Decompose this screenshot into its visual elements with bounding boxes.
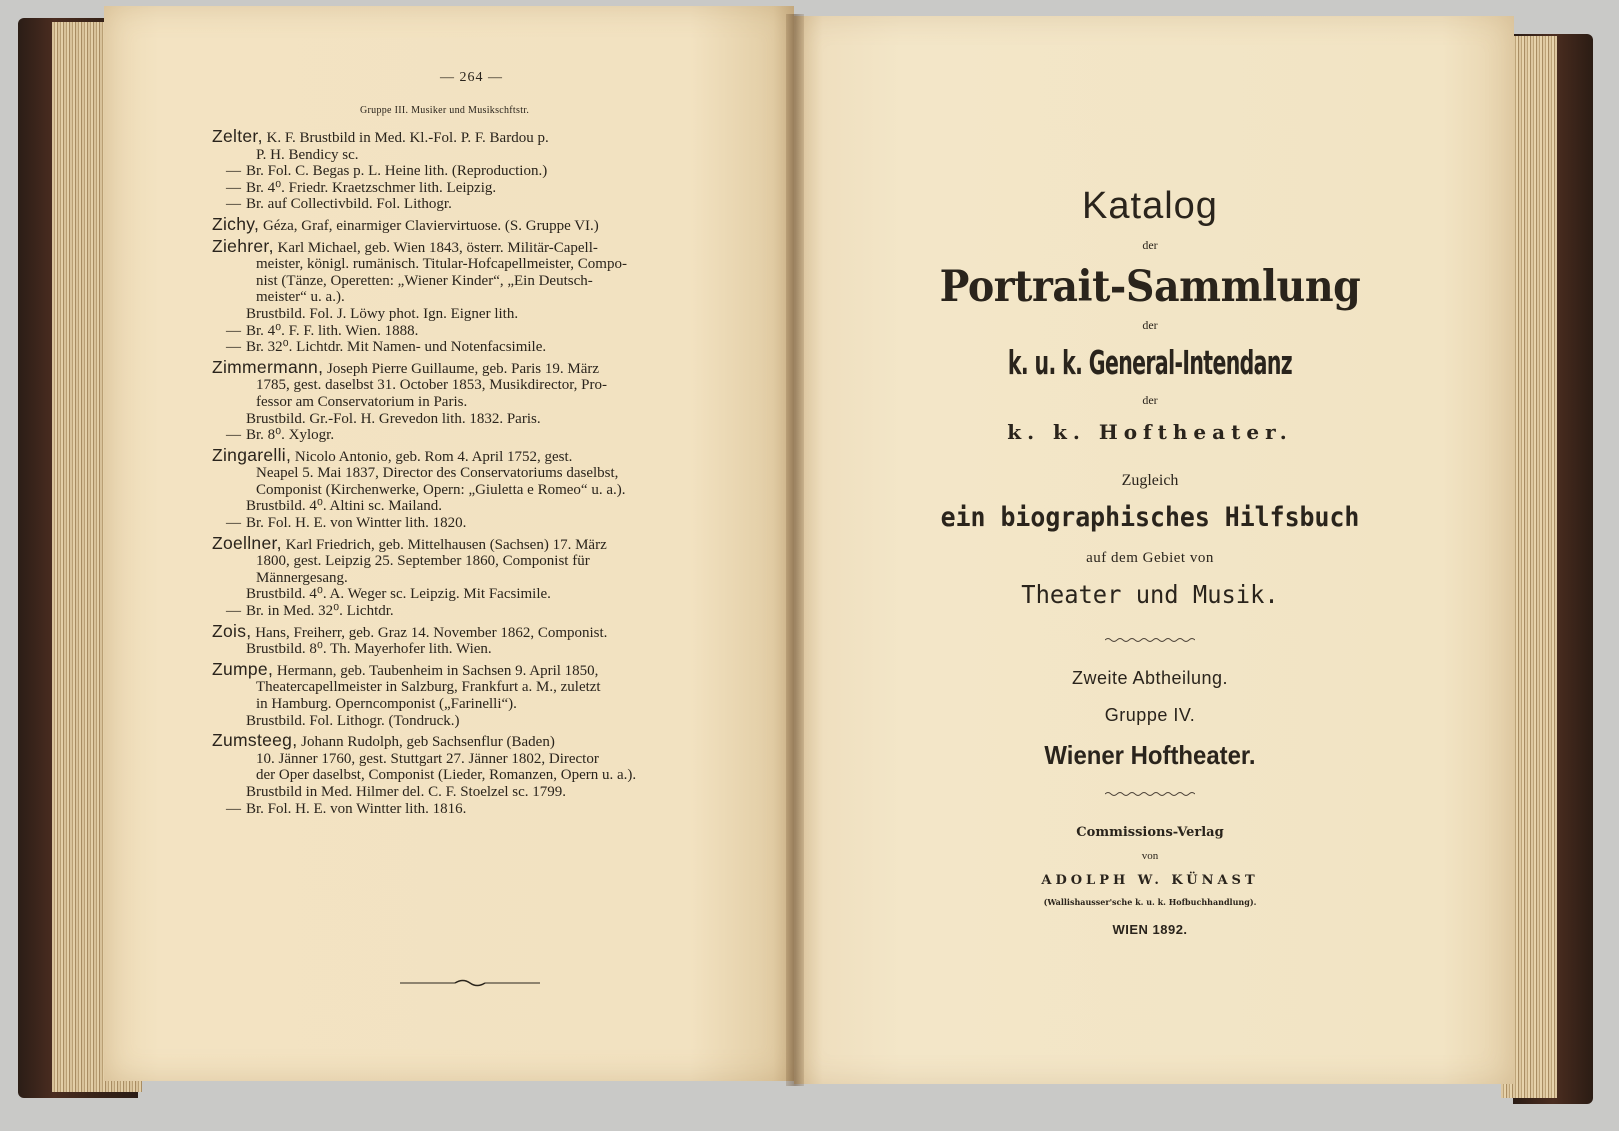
title-der-1: der (1142, 238, 1158, 252)
catalog-entry (212, 620, 732, 658)
item-text: Brustbild. Gr.-Fol. H. Grevedon lith. 1832. Paris. (246, 410, 541, 427)
item-dash: — (226, 515, 241, 532)
title-katalog: Katalog (1082, 185, 1218, 227)
item-text: Br. Fol. C. Begas p. L. Heine lith. (Reproduction.) (246, 163, 548, 180)
entry-continuation: 1800, gest. Leipzig 25. September 1860, Componist für (256, 553, 590, 570)
portrait-item (212, 801, 732, 818)
portrait-item (212, 163, 732, 180)
portrait-item (212, 641, 732, 658)
title-zugleich: Zugleich (1121, 472, 1179, 489)
item-dash: — (226, 196, 241, 213)
portrait-item (212, 498, 732, 515)
portrait-item (212, 180, 732, 197)
entry-name: Zumpe, (212, 658, 274, 679)
entry-continuation: P. H. Bendicy sc. (256, 146, 359, 163)
catalog-entries (212, 128, 732, 820)
title-portrait-sammlung: Portrait-Sammlung (939, 262, 1361, 312)
title-biographisches-hilfsbuch: ein biographisches Hilfsbuch (940, 502, 1360, 533)
item-dash: — (226, 179, 241, 196)
running-head: Gruppe III. Musiker und Musikschftstr. (360, 105, 530, 116)
entry-name: Zois, (212, 620, 252, 641)
entry-continuation: Componist (Kirchenwerke, Opern: „Giuletta e Romeo“ u. a.). (256, 481, 626, 498)
title-wiener-hoftheater: Wiener Hoftheater. (1044, 740, 1256, 770)
end-ornament (400, 978, 540, 988)
title-der-2: der (1142, 318, 1158, 332)
portrait-item (212, 427, 732, 444)
page-number: — 264 — (440, 70, 503, 85)
entry-continuation: Neapel 5. Mai 1837, Director des Conservatoriums daselbst, (256, 465, 619, 482)
entry-first-line (212, 356, 732, 378)
item-text: Brustbild. 4⁰. A. Weger sc. Leipzig. Mit Facsimile. (246, 586, 551, 603)
portrait-item (212, 515, 732, 532)
entry-name: Zichy, (212, 213, 260, 234)
item-text: Brustbild. 4⁰. Altini sc. Mailand. (246, 498, 443, 515)
item-dash: — (226, 322, 241, 339)
entry-text: Hans, Freiherr, geb. Graz 14. November 1862, Componist. (255, 624, 608, 641)
item-text: Br. in Med. 32⁰. Lichtdr. (246, 603, 394, 620)
publisher-bookshop: (Wallishausser'sche k. u. k. Hofbuchhandlung). (1043, 897, 1257, 907)
entry-continuation: meister“ u. a.). (256, 289, 345, 306)
entry-name: Ziehrer, (212, 235, 274, 256)
item-text: Br. auf Collectivbild. Fol. Lithogr. (246, 196, 452, 213)
publisher-commissions-verlag: Commissions-Verlag (1076, 825, 1224, 840)
entry-name: Zumsteeg, (212, 730, 298, 751)
entry-continuation: in Hamburg. Operncomponist („Farinelli“). (256, 696, 517, 712)
item-text: Brustbild. 8⁰. Th. Mayerhofer lith. Wien. (246, 641, 492, 658)
item-text: Br. 8⁰. Xylogr. (246, 427, 335, 444)
book-gutter (786, 14, 804, 1086)
entry-first-line (212, 235, 732, 257)
portrait-item (212, 784, 732, 801)
entry-text: Nicolo Antonio, geb. Rom 4. April 1752, gest. (294, 448, 573, 465)
imprint-place-year: WIEN 1892. (1112, 922, 1188, 937)
title-hoftheater: k. k. Hoftheater. (1007, 420, 1293, 444)
entry-continuation: 10. Jänner 1760, gest. Stuttgart 27. Jänner 1802, Director (256, 750, 599, 767)
entry-text: Johann Rudolph, geb Sachsenflur (Baden) (301, 734, 555, 751)
entry-text: K. F. Brustbild in Med. Kl.-Fol. P. F. Bardou p. (266, 130, 549, 146)
publisher-von: von (1141, 850, 1159, 862)
entry-first-line (212, 620, 732, 642)
title-theater-und-musik: Theater und Musik. (1021, 580, 1279, 609)
entry-continuation: fessor am Conservatorium in Paris. (256, 393, 468, 410)
entry-name: Zingarelli, (212, 444, 292, 465)
portrait-item (212, 196, 732, 213)
item-text: Brustbild. Fol. Lithogr. (Tondruck.) (246, 712, 460, 729)
portrait-item (212, 411, 732, 428)
catalog-entry (212, 213, 732, 235)
entry-continuation: nist (Tänze, Operetten: „Wiener Kinder“, „Ein Deutsch- (256, 272, 593, 289)
item-dash: — (226, 603, 241, 620)
portrait-item (212, 713, 732, 730)
entry-first-line (212, 213, 732, 235)
item-dash: — (226, 163, 241, 180)
entry-first-line (212, 128, 732, 147)
entry-text: Karl Friedrich, geb. Mittelhausen (Sachsen) 17. März (285, 536, 607, 553)
catalog-entry (212, 235, 732, 356)
title-auf-dem-gebiet: auf dem Gebiet von (1086, 550, 1214, 566)
squiggle-divider-1 (1105, 636, 1195, 644)
catalog-entry (212, 732, 732, 817)
entry-continuation: der Oper daselbst, Componist (Lieder, Romanzen, Opern u. a.). (256, 767, 637, 784)
catalog-entry (212, 532, 732, 620)
portrait-item (212, 306, 732, 323)
title-gruppe: Gruppe IV. (1104, 705, 1196, 725)
item-dash: — (226, 800, 241, 817)
entry-name: Zoellner, (212, 532, 282, 553)
catalog-entry (212, 128, 732, 213)
entry-first-line (212, 658, 732, 680)
entry-text: Karl Michael, geb. Wien 1843, österr. Militär-Capell- (277, 239, 598, 256)
entry-continuation: Männergesang. (256, 569, 348, 586)
item-text: Br. Fol. H. E. von Wintter lith. 1816. (246, 800, 467, 817)
portrait-item (212, 323, 732, 340)
entry-first-line (212, 732, 732, 751)
portrait-item (212, 339, 732, 356)
portrait-item (212, 586, 732, 603)
entry-name: Zelter, (212, 126, 263, 146)
item-dash: — (226, 427, 241, 444)
publisher-name: ADOLPH W. KÜNAST (1041, 873, 1259, 888)
entry-text: Géza, Graf, einarmiger Claviervirtuose. (S. Gruppe VI.) (262, 217, 599, 234)
entry-continuation: Theatercapellmeister in Salzburg, Frankfurt a. M., zuletzt (256, 679, 601, 696)
entry-first-line (212, 532, 732, 554)
item-text: Br. 4⁰. Friedr. Kraetzschmer lith. Leipzig. (246, 179, 497, 196)
item-dash: — (226, 339, 241, 356)
catalog-entry (212, 356, 732, 444)
item-text: Brustbild in Med. Hilmer del. C. F. Stoelzel sc. 1799. (246, 783, 567, 800)
squiggle-divider-2 (1105, 790, 1195, 798)
title-der-3: der (1142, 393, 1158, 407)
portrait-item (212, 603, 732, 620)
item-text: Brustbild. Fol. J. Löwy phot. Ign. Eigner lith. (246, 305, 519, 322)
entry-name: Zimmermann, (212, 356, 324, 377)
item-text: Br. Fol. H. E. von Wintter lith. 1820. (246, 515, 467, 532)
item-text: Br. 4⁰. F. F. lith. Wien. 1888. (246, 322, 419, 339)
entry-continuation: 1785, gest. daselbst 31. October 1853, Musikdirector, Pro- (256, 377, 608, 394)
item-text: Br. 32⁰. Lichtdr. Mit Namen- und Notenfacsimile. (246, 339, 547, 356)
title-zweite-abtheilung: Zweite Abtheilung. (1071, 668, 1229, 688)
catalog-entry (212, 444, 732, 532)
entry-text: Hermann, geb. Taubenheim in Sachsen 9. April 1850, (276, 662, 599, 679)
entry-text: Joseph Pierre Guillaume, geb. Paris 19. März (326, 360, 600, 377)
title-general-intendanz: k. u. k. General-Intendanz (1007, 343, 1293, 382)
catalog-entry (212, 658, 732, 729)
entry-continuation: meister, königl. rumänisch. Titular-Hofcapellmeister, Compo- (256, 256, 627, 273)
entry-first-line (212, 444, 732, 466)
